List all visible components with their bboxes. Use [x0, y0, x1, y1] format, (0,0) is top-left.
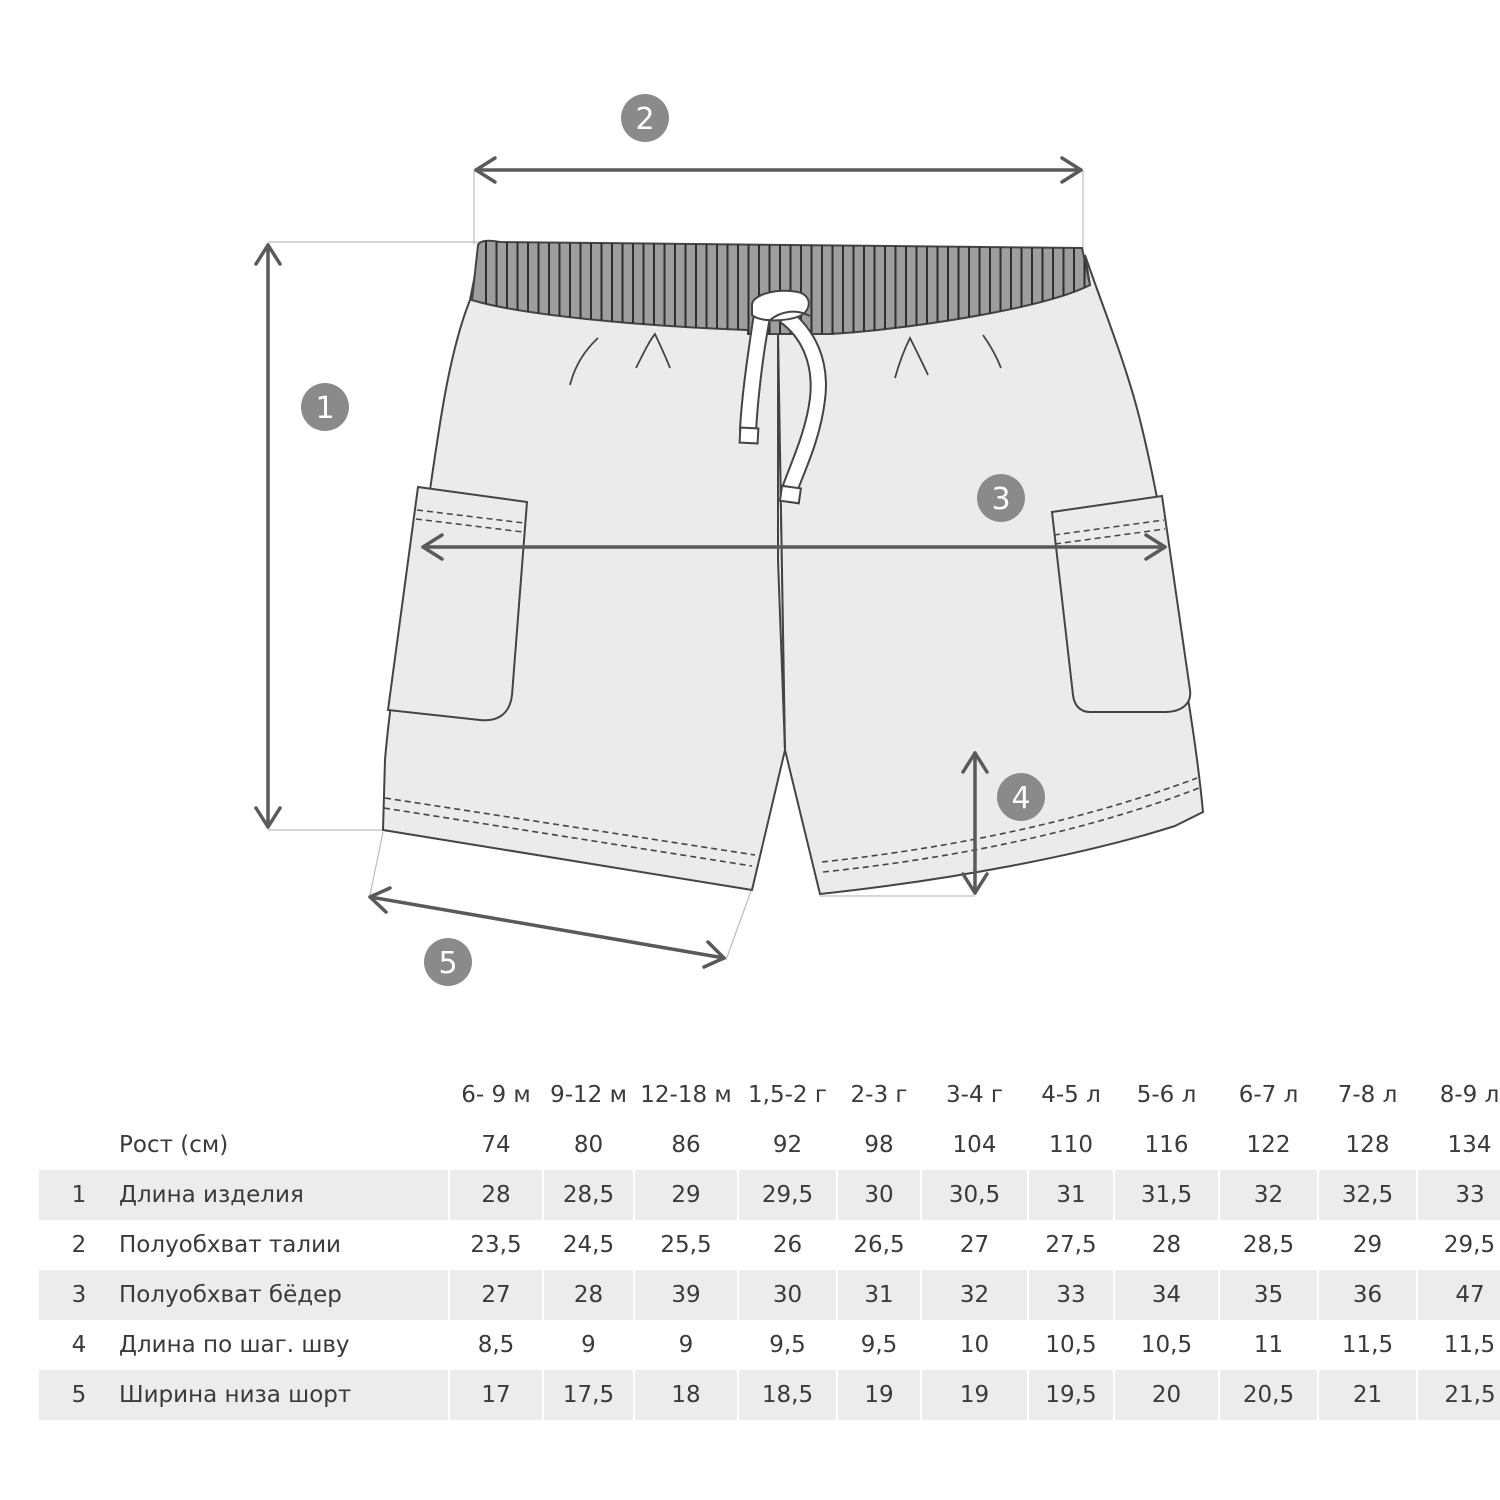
row-label: Ширина низа шорт	[119, 1370, 449, 1420]
row-number: 2	[71, 1232, 87, 1258]
measurement-value: 28,5	[1242, 1232, 1295, 1258]
measurement-value: 28	[449, 1170, 543, 1220]
height-value: 134	[1447, 1132, 1492, 1158]
size-chart-table	[39, 1070, 1500, 1420]
row-label: Рост (см)	[119, 1132, 229, 1158]
measurement-value: 30,5	[921, 1170, 1028, 1220]
measurement-value: 21	[1318, 1370, 1417, 1420]
measurement-value: 31	[837, 1270, 921, 1320]
measurement-value: 33	[1028, 1270, 1114, 1320]
measurement-value: 30	[837, 1170, 921, 1220]
height-row	[39, 1120, 1500, 1170]
measurement-value: 34	[1114, 1270, 1219, 1320]
measurement-value: 20	[1114, 1370, 1219, 1420]
size-label: 5-6 л	[1136, 1082, 1197, 1108]
measurement-value: 25,5	[660, 1232, 712, 1258]
measurement-row	[39, 1320, 1500, 1370]
size-label: 6-7 л	[1238, 1082, 1299, 1108]
measurement-value: 10,5	[1140, 1332, 1193, 1358]
measurement-value: 29,5	[738, 1170, 837, 1220]
marker-4	[997, 773, 1045, 821]
measurement-value: 35	[1219, 1270, 1318, 1320]
height-value: 98	[864, 1132, 894, 1158]
svg-text:1: 1	[315, 391, 335, 426]
measurement-value: 28	[1151, 1232, 1182, 1258]
shorts-garment	[383, 238, 1203, 894]
measurement-value: 30	[738, 1270, 837, 1320]
size-label: 3-4 г	[946, 1082, 1003, 1108]
marker-5	[424, 938, 472, 986]
measurement-value: 9	[678, 1332, 694, 1358]
size-label: 8-9 л	[1439, 1082, 1500, 1108]
size-label: 2-3 г	[850, 1082, 908, 1108]
row-number: 3	[39, 1270, 119, 1320]
measurement-value: 29	[634, 1170, 738, 1220]
height-value: 104	[952, 1132, 997, 1158]
measurement-value: 11,5	[1443, 1332, 1496, 1358]
height-value: 86	[671, 1132, 701, 1158]
measurement-value: 47	[1417, 1270, 1500, 1320]
measurement-value: 26	[772, 1232, 803, 1258]
measurement-value: 19	[921, 1370, 1028, 1420]
measurement-value: 27	[449, 1270, 543, 1320]
measurement-value: 29,5	[1443, 1232, 1496, 1258]
row-number: 5	[39, 1370, 119, 1420]
measurement-value: 20,5	[1219, 1370, 1318, 1420]
measurement-value: 27	[959, 1232, 990, 1258]
measurement-row	[39, 1370, 1500, 1420]
height-value: 80	[573, 1132, 604, 1158]
svg-text:4: 4	[1011, 781, 1031, 816]
measurement-row	[39, 1220, 1500, 1270]
measurement-value: 32	[1219, 1170, 1318, 1220]
measurement-value: 31	[1028, 1170, 1114, 1220]
right-cargo-pocket	[1052, 496, 1190, 712]
measurement-value: 31,5	[1114, 1170, 1219, 1220]
measurement-value: 19	[837, 1370, 921, 1420]
height-value: 92	[772, 1132, 803, 1158]
measurement-value: 11	[1253, 1332, 1284, 1358]
measurement-value: 29	[1352, 1232, 1383, 1258]
measurement-value: 10	[959, 1332, 990, 1358]
measurement-value: 32,5	[1318, 1170, 1417, 1220]
row-label: Полуобхват талии	[119, 1232, 341, 1258]
height-value: 122	[1246, 1132, 1291, 1158]
size-label: 9-12 м	[550, 1082, 627, 1108]
size-label: 6- 9 м	[461, 1082, 531, 1108]
measurement-value: 26,5	[853, 1232, 905, 1258]
marker-2	[621, 94, 669, 142]
svg-text:2: 2	[635, 102, 655, 137]
measurement-value: 11,5	[1341, 1332, 1394, 1358]
size-label: 4-5 л	[1041, 1082, 1101, 1108]
left-cargo-pocket	[388, 487, 527, 720]
measurement-value: 9,5	[860, 1332, 898, 1358]
measurement-value: 32	[921, 1270, 1028, 1320]
arrow-leg-opening	[370, 897, 724, 958]
measurement-row	[39, 1170, 1500, 1220]
height-value: 74	[481, 1132, 511, 1158]
row-number: 1	[39, 1170, 119, 1220]
measurement-value: 8,5	[477, 1332, 515, 1358]
marker-3	[977, 474, 1025, 522]
measurement-value: 10,5	[1045, 1332, 1097, 1358]
measurement-value: 9,5	[769, 1332, 806, 1358]
size-label: 1,5-2 г	[748, 1082, 827, 1108]
measurement-value: 21,5	[1417, 1370, 1500, 1420]
measurement-value: 27,5	[1045, 1232, 1097, 1258]
marker-1	[301, 383, 349, 431]
measurement-value: 36	[1318, 1270, 1417, 1320]
measurement-value: 19,5	[1028, 1370, 1114, 1420]
size-label: 12-18 м	[640, 1082, 732, 1108]
measurement-value: 23,5	[470, 1232, 522, 1258]
size-header-row	[39, 1070, 1500, 1120]
height-value: 110	[1049, 1132, 1093, 1158]
row-label: Полуобхват бёдер	[119, 1270, 449, 1320]
measurement-value: 18,5	[738, 1370, 837, 1420]
measurement-value: 18	[634, 1370, 738, 1420]
measurement-value: 28	[543, 1270, 634, 1320]
measurement-value: 39	[634, 1270, 738, 1320]
svg-text:5: 5	[438, 946, 458, 981]
measurement-value: 33	[1417, 1170, 1500, 1220]
measurement-value: 28,5	[543, 1170, 634, 1220]
measurement-value: 17	[449, 1370, 543, 1420]
measurement-row	[39, 1270, 1500, 1320]
row-label: Длина по шаг. шву	[119, 1332, 350, 1358]
height-value: 116	[1144, 1132, 1189, 1158]
size-label: 7-8 л	[1337, 1082, 1398, 1108]
measurement-value: 9	[581, 1332, 596, 1358]
row-label: Длина изделия	[119, 1170, 449, 1220]
measurement-value: 17,5	[543, 1370, 634, 1420]
row-number: 4	[71, 1332, 87, 1358]
svg-text:3: 3	[991, 482, 1011, 517]
measurement-value: 24,5	[562, 1232, 615, 1258]
height-value: 128	[1345, 1132, 1390, 1158]
